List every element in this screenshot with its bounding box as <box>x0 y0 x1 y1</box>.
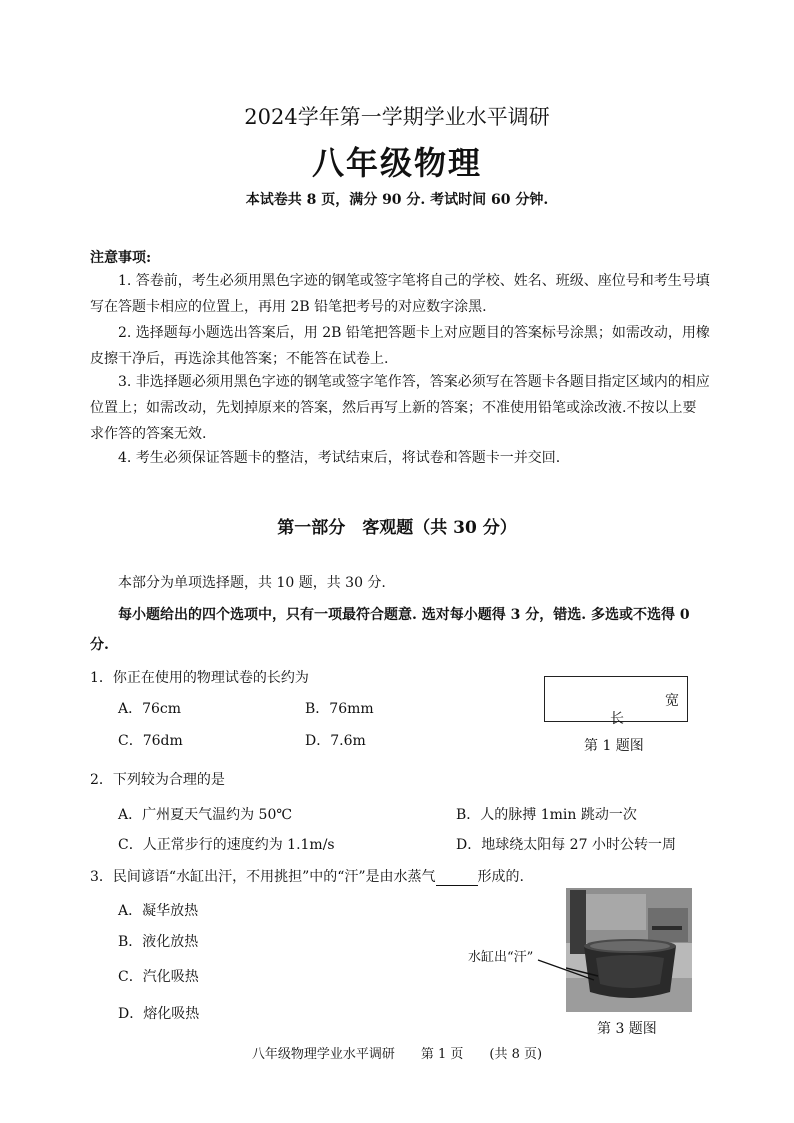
q1-option-b: B．76mm <box>305 701 374 717</box>
note-item-3: 3. 非选择题必须用黑色字迹的钢笔或签字笔作答，答案必须写在答题卡各题目指定区域内的相应位置上；如需改动，先划掉原来的答案，然后再写上新的答案；不准使用铅笔或涂改液.不按以上要求作答的答案无效. <box>90 374 710 442</box>
q3-option-d: D．熔化吸热 <box>118 1006 200 1022</box>
note-item-4: 4. 考生必须保证答题卡的整洁，考试结束后，将试卷和答题卡一并交回. <box>118 450 561 466</box>
q2-option-b: B．人的脉搏 1min 跳动一次 <box>456 807 637 823</box>
exam-info: 本试卷共 8 页，满分 90 分. 考试时间 60 分钟. <box>245 192 549 208</box>
q2-option-a: A．广州夏天气温约为 50℃ <box>118 807 293 823</box>
figure-3-caption: 第 3 题图 <box>597 1021 657 1037</box>
q3-stem-after-blank: 形成的. <box>477 869 524 885</box>
question-1-stem: 1．你正在使用的物理试卷的长约为 <box>90 670 309 686</box>
figure-length-label: 长 <box>610 711 624 727</box>
exam-title: 2024学年第一学期学业水平调研 <box>244 105 550 129</box>
note-item-1: 1. 答卷前，考生必须用黑色字迹的钢笔或签字笔将自己的学校、姓名、班级、座位号和考生号填写在答题卡相应的位置上，再用 2B 铅笔把考号的对应数字涂黑. <box>90 273 710 315</box>
note-item-2: 2. 选择题每小题选出答案后，用 2B 铅笔把答题卡上对应题目的答案标号涂黑；如需改动，用橡皮擦干净后，再选涂其他答案；不能答在试卷上. <box>90 325 710 367</box>
exam-subject: 八年级物理 <box>311 144 482 182</box>
q1-option-a: A．76cm <box>118 701 182 717</box>
q1-option-c: C．76dm <box>118 733 183 749</box>
answer-blank <box>436 871 478 886</box>
vat-sweat-label: 水缸出“汗” <box>468 946 533 965</box>
q3-option-b: B．液化放热 <box>118 934 199 950</box>
water-vat-photo <box>566 888 692 1012</box>
q2-option-d: D．地球绕太阳每 27 小时公转一周 <box>456 837 676 853</box>
question-3-stem <box>90 866 524 886</box>
question-2-stem: 2．下列较为合理的是 <box>90 772 225 788</box>
q2-option-c: C．人正常步行的速度约为 1.1m/s <box>118 837 335 853</box>
q3-stem-before-blank: 3．民间谚语“水缸出汗，不用挑担”中的“汗”是由水蒸气 <box>90 869 436 885</box>
page-footer: 八年级物理学业水平调研 第 1 页 (共 8 页) <box>251 1047 543 1062</box>
section-title: 第一部分 客观题（共 30 分） <box>277 518 517 538</box>
q1-option-d: D．7.6m <box>305 733 366 749</box>
q3-option-c: C．汽化吸热 <box>118 969 199 985</box>
q3-option-a: A．凝华放热 <box>118 903 199 919</box>
figure-1-caption: 第 1 题图 <box>584 738 644 754</box>
notes-heading: 注意事项: <box>90 250 152 266</box>
section-scoring: 每小题给出的四个选项中，只有一项最符合题意. 选对每小题得 3 分，错选. 多选或不选得 0 分. <box>90 607 690 653</box>
label-pointer-line <box>536 958 596 982</box>
figure-width-label: 宽 <box>665 693 679 709</box>
section-intro: 本部分为单项选择题，共 10 题，共 30 分. <box>118 575 386 591</box>
